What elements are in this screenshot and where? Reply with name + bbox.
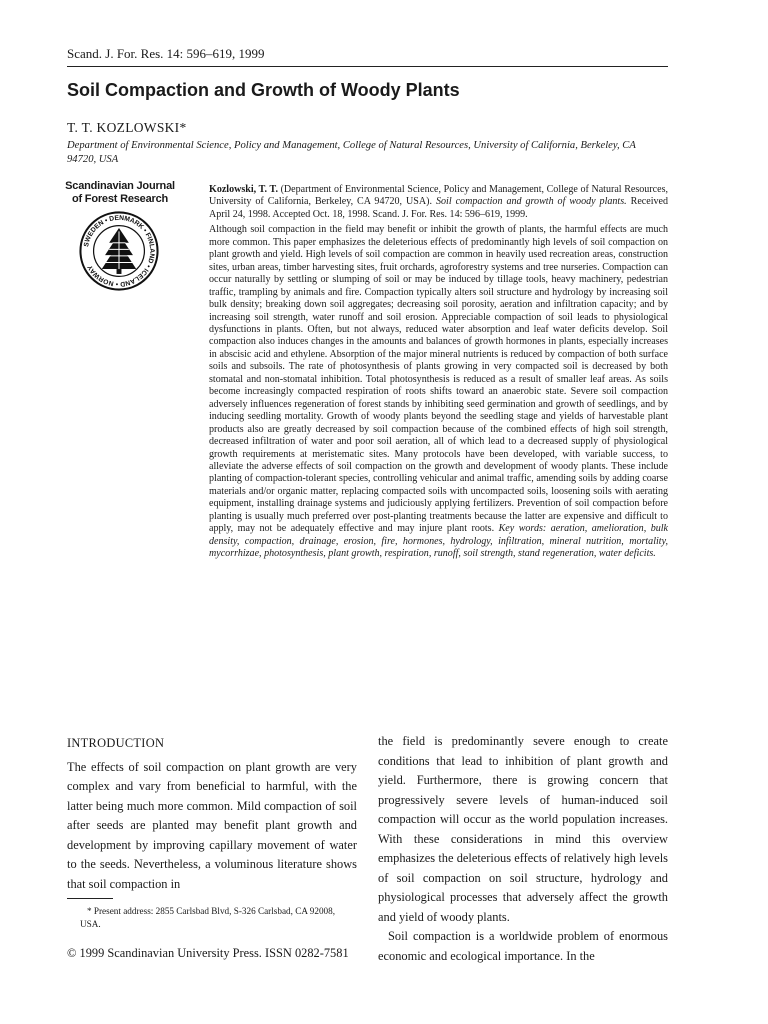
seal-ring-text: SWEDEN • DENMARK • FINLAND • ICELAND • NORWAY — [83, 214, 156, 288]
footnote: * Present address: 2855 Carlsbad Blvd, S-326 Carlsbad, CA 92008, USA. — [80, 906, 336, 929]
left-column — [67, 734, 357, 894]
tree-seal-icon — [78, 210, 160, 292]
introduction-paragraph-1: The effects of soil compaction on plant growth are very complex and vary from beneficial to harmful, with the latter being much more common. Mild compaction of soil after seeds are planted may benefit plant growth and development by improving capillary movement of water to the seeds. Nevertheless, a voluminous literature shows that soil compaction in — [67, 759, 357, 891]
article-title: Soil Compaction and Growth of Woody Plants — [67, 80, 460, 100]
introduction-heading: INTRODUCTION — [67, 736, 165, 750]
footnote-rule — [67, 898, 113, 899]
author-affiliation: Department of Environmental Science, Policy and Management, College of Natural Resources, University of California, Berkeley, CA 94720, USA — [67, 140, 636, 165]
citation-author: Kozlowski, T. T. — [209, 184, 278, 195]
article-author: T. T. KOZLOWSKI* — [67, 120, 187, 135]
abstract — [209, 184, 668, 561]
citation-title: Soil compaction and growth of woody plants. — [435, 196, 627, 208]
abstract-text: Although soil compaction in the field may benefit or inhibit the growth of plants, the harmful effects are much more common. This paper emphasizes the deleterious effects of predominantly high levels of soil compaction on plant growth and yield. High levels of soil compaction are common in heavily used recreation areas, construction sites, urban areas, timber harvesting sites, fruit orchards, agroforestry systems and tree nurseries. Compaction can occur naturally by settling or slumping of soil or may be induced by tillage tools, heavy machinery, pedestrian traffic, trampling by animals and fire. Compaction typically alters soil structure and hydrology by increasing soil bulk density; breaking down soil aggregates; decreasing soil porosity, aeration and infiltration capacity; and by increasing soil strength, water runoff and soil erosion. Appreciable compaction of soil leads to physiological dysfunctions in plants. Often, but not always, reduced water absorption and leaf water deficits develop. Soil compaction also induces changes in the amounts and balances of growth hormones in plants, especially increases in abscisic acid and ethylene. Absorption of the major mineral nutrients is reduced by compaction of both surface soils and subsoils. The rate of photosynthesis of plants growing in very compacted soil is decreased by both stomatal and non-stomatal inhibition. Total photosynthesis is reduced as a result of smaller leaf areas. As soils become increasingly compacted respiration of roots shifts toward an anaerobic state. Severe soil compaction adversely influences regeneration of forest stands by inhibiting seed germination and growth of seedlings, and by inducing seedling mortality. Growth of woody plants beyond the seedling stage and yields of harvestable plant products also are greatly decreased by soil compaction because of the combined effects of high soil strength, decreased infiltration of water and poor soil aeration, all of which lead to a decreased supply of physiological growth requirements at meristematic sites. Many protocols have been developed, with variable success, to alleviate the adverse effects of soil compaction on the growth and development of woody plants. These include planting of compaction-tolerant species, controlling vehicular and animal traffic, amending soils by adding coarse materials and/or organic matter, replacing compacted soils with uncompacted soils, loosening soils with aerating equipment, installing drainage systems and judiciously applying fertilizers. Prevention of soil compaction before planting is usually much preferred over post-planting treatments because the latter are expensive and difficult to apply, may not be adequately effective and may injure plant roots. — [209, 224, 668, 535]
right-column — [378, 732, 668, 966]
introduction-paragraph-1-continued: the field is predominantly severe enough to create conditions that lead to inhibition of plant growth and yield. Furthermore, there is growing concern that progressively severe levels of human-induced soil compaction will occur as the world population increases. With these considerations in mind this overview emphasizes the deleterious effects of relatively high levels of soil compaction on soil structure, hydrology and physiological processes that adversely affect the growth and yield of woody plants. — [378, 734, 668, 924]
citation-details: Received April 24, 1998. Accepted Oct. 18, 1998. Scand. J. For. Res. 14: 596–619, 1999. — [209, 196, 668, 220]
citation-affiliation: (Department of Environmental Science, Policy and Management, College of Natural Resources, University of California, Berkeley, CA 94720, USA). — [209, 184, 668, 208]
copyright-line: © 1999 Scandinavian University Press. ISSN 0282-7581 — [67, 946, 349, 960]
journal-reference: Scand. J. For. Res. 14: 596–619, 1999 — [67, 46, 265, 61]
keywords-label: Key words: — [498, 523, 547, 535]
journal-logo — [60, 180, 180, 290]
logo-text-line2: of Forest Research — [71, 193, 169, 205]
header-rule — [67, 66, 668, 67]
keywords-list: aeration, amelioration, bulk density, compaction, drainage, erosion, fire, hormones, hydrology, infiltration, mineral nutrition, mortality, mycorrhizae, photosynthesis, plant growth, respiration, runoff, soil strength, stand regeneration, water deficits. — [209, 523, 668, 560]
abstract-body — [209, 224, 668, 560]
introduction-paragraph-2: Soil compaction is a worldwide problem of enormous economic and ecological importance. In the — [378, 929, 668, 963]
logo-text-line1: Scandinavian Journal — [65, 180, 175, 192]
abstract-citation — [209, 184, 668, 221]
